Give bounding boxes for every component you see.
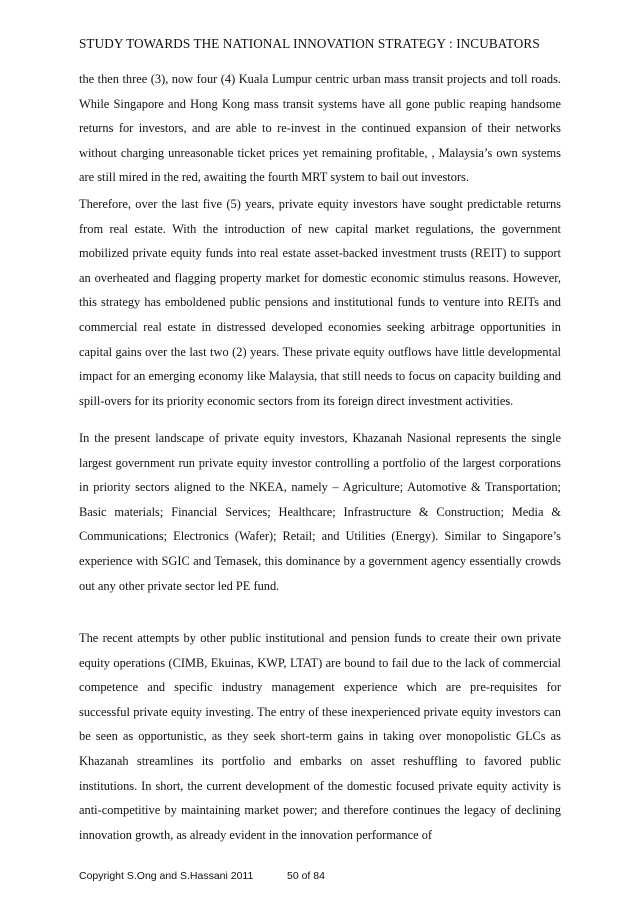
paragraph-transit: the then three (3), now four (4) Kuala Lumpur centric urban mass transit projects and toll roads. While Singapore and Hong Kong mass transit systems have all gone public reaping handsome returns for investors, and are able to re-invest in the continued expansion of their networks without charging unreasonable ticket prices yet remaining profitable, , Malaysia’s own systems are still mired in the red, awaiting the fourth MRT system to bail out investors. (79, 72, 561, 185)
running-header: STUDY TOWARDS THE NATIONAL INNOVATION STRATEGY : INCUBATORS (79, 36, 540, 51)
paragraph-institutional-funds: The recent attempts by other public institutional and pension funds to create their own private equity operations (CIMB, Ekuinas, KWP, LTAT) are bound to fail due to the lack of commercial competence and specific industry management experience which are pre-requisites for successful private equity investing. The entry of these inexperienced private equity investors can be seen as opportunistic, as they seek short-term gains in taking over monopolistic GLCs as Khazanah streamlines its portfolio and embarks on asset reshuffling to favored public institutions. In short, the current development of the domestic focused private equity activity is anti-competitive by maintaining market power; and therefore continues the legacy of declining innovation growth, as already evident in the innovation performance of (79, 631, 561, 842)
footer-page-number: 50 of 84 (287, 870, 325, 882)
footer-copyright: Copyright S.Ong and S.Hassani 2011 (79, 870, 254, 882)
paragraph-real-estate: Therefore, over the last five (5) years, private equity investors have sought predictable returns from real estate. With the introduction of new capital market regulations, the government mobilized private equity funds into real estate asset-backed investment trusts (REIT) to support an overheated and flagging property market for domestic economic stimulus reasons. However, this strategy has emboldened public pensions and institutional funds to venture into REITs and commercial real estate in distressed developed economies seeking arbitrage opportunities in capital gains over the last two (2) years. These private equity outflows have little developmental impact for an emerging economy like Malaysia, that still needs to focus on capacity building and spill-overs for its priority economic sectors from its foreign direct investment activities. (79, 197, 561, 408)
paragraph-khazanah: In the present landscape of private equity investors, Khazanah Nasional represents the single largest government run private equity investor controlling a portfolio of the largest corporations in priority sectors aligned to the NKEA, namely – Agriculture; Automotive & Transportation; Basic materials; Financial Services; Healthcare; Infrastructure & Construction; Media & Communications; Electronics (Wafer); Retail; and Utilities (Energy). Similar to Singapore’s experience with SGIC and Temasek, this dominance by a government agency essentially crowds out any other private sector led PE fund. (79, 431, 561, 593)
